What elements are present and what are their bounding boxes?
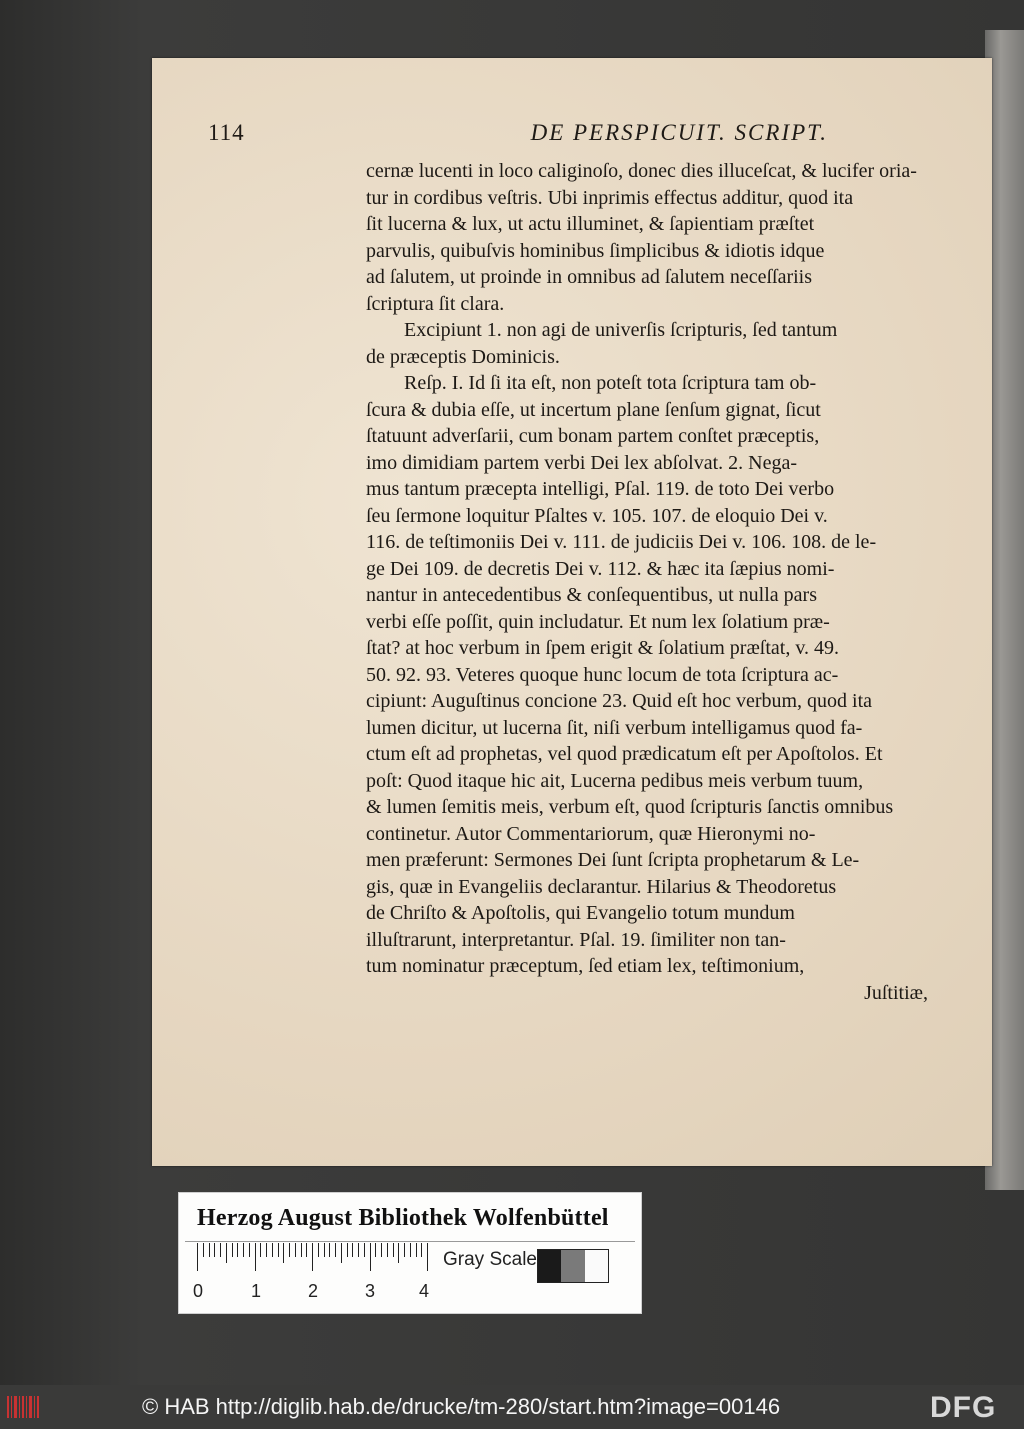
grayscale-patch: [537, 1249, 609, 1283]
ruler-number: 4: [419, 1281, 430, 1301]
barcode-icon: [6, 1393, 40, 1421]
copyright-link[interactable]: © HAB http://diglib.hab.de/drucke/tm-280/start.htm?image=00146: [142, 1394, 781, 1419]
text-line: 50. 92. 93. Veteres quoque hunc locum de tota ſcriptura ac-: [366, 663, 839, 686]
page-number: 114: [208, 120, 245, 145]
body-text: [366, 158, 928, 1006]
ruler-tick: [335, 1243, 336, 1257]
text-line: ſtatuunt adverſarii, cum bonam partem conſtet præceptis,: [366, 425, 820, 447]
text-line: cernæ lucenti in loco caliginoſo, donec dies illuceſcat, & lucifer oria-: [366, 160, 917, 182]
ruler-tick: [306, 1243, 307, 1257]
ruler-tick: [387, 1243, 388, 1257]
ruler-tick: [232, 1243, 233, 1257]
ruler-tick: [404, 1243, 405, 1257]
text-line: tur in cordibus veſtris. Ubi inprimis effectus additur, quod ita: [366, 186, 854, 209]
text-line: nantur in antecedentibus & conſequentibus, ut nulla pars: [366, 584, 817, 606]
ruler-tick: [347, 1243, 348, 1257]
ruler-tick: [237, 1243, 238, 1257]
catchword: Juſtitiæ,: [864, 981, 928, 1004]
ruler-tick: [255, 1243, 256, 1271]
ruler-tick: [318, 1243, 319, 1257]
ruler-tick: [352, 1243, 353, 1257]
ruler-tick: [427, 1243, 428, 1271]
ruler-tick: [266, 1243, 267, 1257]
text-line: lumen dicitur, ut lucerna ſit, niſi verbum intelligamus quod fa-: [366, 716, 863, 739]
ruler-tick: [260, 1243, 261, 1257]
ruler-tick: [214, 1243, 215, 1257]
text-line: ſtat? at hoc verbum in ſpem erigit & ſolatium præſtat, v. 49.: [366, 637, 840, 659]
ruler-tick: [197, 1243, 198, 1271]
grayscale-swatch: [538, 1250, 561, 1282]
ruler-tick: [283, 1243, 284, 1263]
text-line: de præceptis Dominicis.: [366, 345, 560, 368]
ruler-tick: [341, 1243, 342, 1263]
text-line: ctum eſt ad prophetas, vel quod prædicatum eſt per Apoſtolos. Et: [366, 743, 883, 765]
text-line: imo dimidiam partem verbi Dei lex abſolvat. 2. Nega-: [366, 451, 797, 474]
text-line: ſeu ſermone loquitur Pſaltes v. 105. 107. de eloquio Dei v.: [366, 504, 828, 527]
text-line: cipiunt: Auguſtinus concione 23. Quid eſt hoc verbum, quod ita: [366, 690, 873, 712]
text-line: & lumen ſemitis meis, verbum eſt, quod ſcripturis ſanctis omnibus: [366, 796, 894, 818]
card-divider: [185, 1241, 635, 1242]
text-line: gis, quæ in Evangeliis declarantur. Hilarius & Theodoretus: [366, 875, 837, 898]
text-line: ſcriptura ſit clara.: [366, 292, 505, 315]
text-line: de Chriſto & Apoſtolis, qui Evangelio totum mundum: [366, 902, 795, 924]
ruler-tick: [295, 1243, 296, 1257]
grayscale-swatch: [585, 1250, 608, 1282]
ruler-tick: [289, 1243, 290, 1257]
ruler-tick: [226, 1243, 227, 1263]
text-line: verbi eſſe poſſit, quin includatur. Et num lex ſolatium præ-: [366, 610, 830, 633]
ruler-tick: [381, 1243, 382, 1257]
ruler-tick: [324, 1243, 325, 1257]
ruler-tick: [393, 1243, 394, 1257]
library-name: Herzog August Bibliothek Wolfenbüttel: [197, 1205, 609, 1231]
text-line: tum nominatur præceptum, ſed etiam lex, teſtimonium,: [366, 955, 805, 977]
ruler-tick: [243, 1243, 244, 1257]
text-line: parvulis, quibuſvis hominibus ſimplicibus & idiotis idque: [366, 239, 825, 262]
ruler-tick: [416, 1243, 417, 1257]
ruler-tick: [203, 1243, 204, 1257]
ruler-number: 2: [308, 1281, 319, 1301]
text-line: poſt: Quod itaque hic ait, Lucerna pedibus meis verbum tuum,: [366, 769, 864, 792]
text-line: men præferunt: Sermones Dei ſunt ſcripta prophetarum & Le-: [366, 849, 860, 871]
ruler-tick: [421, 1243, 422, 1257]
page-header: [208, 120, 828, 150]
text-line: mus tantum præcepta intelligi, Pſal. 119. de toto Dei verbo: [366, 478, 835, 500]
text-line: 116. de teſtimoniis Dei v. 111. de judiciis Dei v. 106. 108. de le-: [366, 531, 877, 553]
ruler-number: 3: [365, 1281, 376, 1301]
ruler-tick: [249, 1243, 250, 1257]
grayscale-swatch: [561, 1250, 584, 1282]
text-line: ſcura & dubia eſſe, ut incertum plane ſenſum gignat, ſicut: [366, 398, 821, 421]
ruler-tick: [358, 1243, 359, 1257]
ruler-tick: [375, 1243, 376, 1257]
grayscale-label: Gray Scale: [443, 1249, 537, 1270]
ruler-tick: [329, 1243, 330, 1257]
text-line: ſit lucerna & lux, ut actu illuminet, & ſapientiam præſtet: [366, 213, 815, 235]
ruler-tick: [301, 1243, 302, 1257]
ruler-tick: [272, 1243, 273, 1257]
running-title: DE PERSPICUIT. SCRIPT.: [530, 120, 828, 145]
ruler-tick: [410, 1243, 411, 1257]
ruler-tick: [398, 1243, 399, 1263]
text-line: ge Dei 109. de decretis Dei v. 112. & hæc ita ſæpius nomi-: [366, 557, 835, 580]
text-line: Excipiunt 1. non agi de univerſis ſcripturis, ſed tantum: [404, 319, 838, 341]
dfg-logo: DFG: [930, 1391, 997, 1424]
ruler-number: 1: [251, 1281, 262, 1301]
ruler-tick: [209, 1243, 210, 1257]
ruler-tick: [278, 1243, 279, 1257]
viewer-footer: [0, 1385, 1024, 1429]
ruler-number: 0: [193, 1281, 204, 1301]
measurement-ruler: [197, 1243, 429, 1271]
text-line: illuſtrarunt, interpretantur. Pſal. 19. ſimiliter non tan-: [366, 928, 786, 951]
ruler-tick: [312, 1243, 313, 1271]
text-line: continetur. Autor Commentariorum, quæ Hieronymi no-: [366, 822, 816, 845]
text-line: ad ſalutem, ut proinde in omnibus ad ſalutem neceſſariis: [366, 266, 812, 288]
ruler-tick: [220, 1243, 221, 1257]
color-reference-card: [178, 1192, 642, 1314]
ruler-tick: [370, 1243, 371, 1271]
text-line: Reſp. I. Id ſi ita eſt, non poteſt tota ſcriptura tam ob-: [404, 372, 817, 394]
ruler-tick: [364, 1243, 365, 1257]
